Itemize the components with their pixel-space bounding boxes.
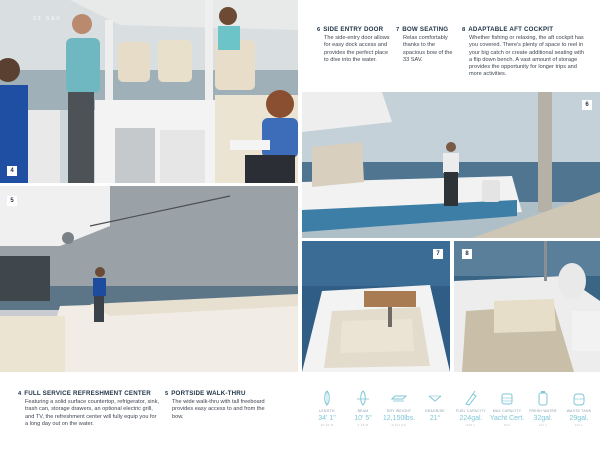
beam-icon: [355, 390, 371, 406]
feature-number: 5: [165, 391, 169, 397]
deadrise-icon: [427, 390, 443, 406]
spec-sub: N/A: [504, 423, 510, 427]
feature-title: PORTSIDE WALK-THRU: [171, 390, 246, 397]
feature-refreshment-center: [18, 390, 160, 428]
feature-title: ADAPTABLE AFT COCKPIT: [468, 26, 554, 33]
feature-body: Relax comfortably thanks to the spacious bow of the 33 SAV.: [403, 35, 453, 63]
spec-sub: 121 L: [538, 423, 548, 427]
spec-fuel-capacity: [456, 390, 486, 440]
feature-portside-walkthru: [165, 390, 265, 421]
feature-side-entry-door: [317, 26, 391, 64]
spec-waste-tank: [564, 390, 594, 440]
fresh-water-icon: [535, 390, 551, 406]
spec-value: 34' 1": [318, 415, 336, 422]
spec-value: 32gal.: [533, 415, 553, 422]
photo-refreshment-center: [0, 0, 298, 183]
spec-sub: 110 L: [574, 423, 584, 427]
feature-number: 7: [396, 27, 400, 33]
feature-body: The wide walk-thru with tall freeboard provides easy access to and from the bow.: [172, 399, 265, 420]
spec-row: [312, 390, 594, 440]
spec-value: Yacht Cert.: [489, 415, 525, 422]
photo-aft-cockpit: [454, 241, 600, 372]
spec-value: 224gal.: [459, 415, 483, 422]
spec-max-capacity: [489, 390, 525, 440]
length-icon: [319, 390, 335, 406]
feature-title: BOW SEATING: [402, 26, 449, 33]
spec-label: WASTE TANK: [566, 409, 592, 413]
photo-badge-5: 5: [7, 196, 17, 206]
photo-portside-walkthru: [0, 186, 298, 372]
spec-dry-weight: [384, 390, 414, 440]
feature-number: 8: [462, 27, 466, 33]
spec-sub: 5,511 KG: [391, 423, 407, 427]
photo-badge-7: 7: [433, 249, 443, 259]
spec-deadrise: [420, 390, 450, 440]
feature-bow-seating: [396, 26, 458, 64]
spec-label: FUEL CAPACITY: [455, 409, 487, 413]
spec-value: 21°: [429, 415, 441, 422]
photo-badge-8: 8: [462, 249, 472, 259]
spec-length: [312, 390, 342, 440]
spec-value: 12,150lbs.: [382, 415, 416, 422]
spec-value: 29gal.: [569, 415, 589, 422]
feature-number: 6: [317, 27, 321, 33]
spec-label: BEAM: [357, 409, 369, 413]
feature-aft-cockpit: [462, 26, 586, 78]
spec-fresh-water: [528, 390, 558, 440]
spec-sub: 3.18 M: [357, 423, 369, 427]
spec-sub: 10.39 M: [320, 423, 334, 427]
spec-sub: 848 L: [466, 423, 476, 427]
spec-value: 10' 5": [354, 415, 372, 422]
photo-badge-4: 4: [7, 166, 17, 176]
fuel-capacity-icon: [463, 390, 479, 406]
feature-body: The side-entry door allows for easy dock access and provides the perfect place to dive into the water.: [324, 35, 390, 63]
feature-body: Featuring a solid surface countertop, refrigerator, sink, trash can, storage drawers, an optional electric grill, and TV, the refreshment center will fully equip you for a long day out on the water.: [25, 399, 160, 427]
photo-badge-6: 6: [582, 100, 592, 110]
photo-overlay-text: 33 SAV: [33, 16, 62, 22]
photo-bow-seating: [302, 241, 450, 372]
feature-title: FULL SERVICE REFRESHMENT CENTER: [24, 390, 151, 397]
feature-number: 4: [18, 391, 22, 397]
spec-label: DEADRISE: [425, 409, 445, 413]
spec-label: FRESH WATER: [529, 409, 557, 413]
spec-label: LENGTH: [319, 409, 335, 413]
max-capacity-icon: [499, 390, 515, 406]
spec-label: DRY WEIGHT: [386, 409, 412, 413]
feature-title: SIDE ENTRY DOOR: [323, 26, 384, 33]
waste-tank-icon: [571, 390, 587, 406]
photo-side-entry-door: [302, 92, 600, 238]
feature-body: Whether fishing or relaxing, the aft cockpit has you covered. There's plenty of space to reel in your big catch or create additional seating with a flip down bench. A vast amount of storage provides the opportunity for longer trips and more activities.: [469, 35, 585, 78]
dry-weight-icon: [391, 390, 407, 406]
spec-beam: [348, 390, 378, 440]
spec-label: MAX CAPACITY: [492, 409, 522, 413]
